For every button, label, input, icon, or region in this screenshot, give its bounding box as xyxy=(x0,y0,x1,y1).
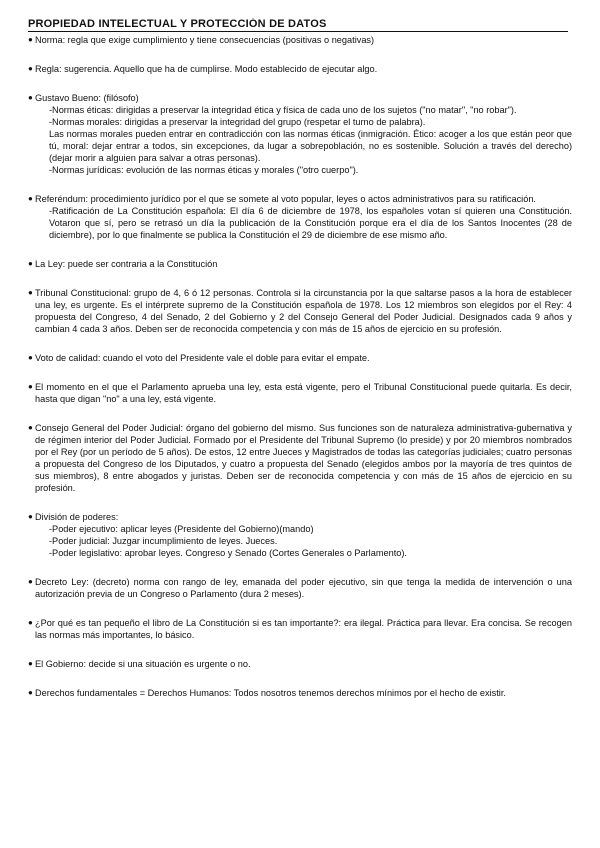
note-text: Derechos fundamentales = Derechos Humanos: Todos nosotros tenemos derechos mínimos por el hecho de existir. xyxy=(35,688,506,698)
note-text: Referéndum: procedimiento jurídico por el que se somete al voto popular, leyes o actos administrativos para su ratificación. xyxy=(35,194,536,204)
bullet-icon: ● xyxy=(28,93,33,102)
note-text: Decreto Ley: (decreto) norma con rango de ley, emanada del poder ejecutivo, sin que tenga la medida de intervención o una autorización previa de un Congreso o Parlamento (dura 2 meses). xyxy=(35,577,572,599)
bullet-icon: ● xyxy=(28,288,33,297)
note-body xyxy=(35,687,572,699)
bullet-icon: ● xyxy=(28,577,33,586)
note-subitem: -Normas jurídicas: evolución de las normas éticas y morales ("otro cuerpo"). xyxy=(49,165,359,175)
note-item xyxy=(28,34,572,46)
note-body xyxy=(35,511,572,559)
note-body xyxy=(35,34,572,46)
note-subitem: -Ratificación de La Constitución española: El día 6 de diciembre de 1978, los españoles votan sí quieren una Constitución. Votaron que sí, pero se retrasó un día la publicación de la Constitución porque era el día de los Santos Inocentes (28 de diciembre), por lo que finalmente se publica la Constitución el 29 de diciembre de ese mismo año. xyxy=(49,206,572,240)
bullet-icon: ● xyxy=(28,35,33,44)
note-item xyxy=(28,422,572,494)
note-text: El Gobierno: decide si una situación es urgente o no. xyxy=(35,659,251,669)
note-body xyxy=(35,63,572,75)
note-body xyxy=(35,422,572,494)
note-item xyxy=(28,258,572,270)
note-body xyxy=(35,352,572,364)
note-item xyxy=(28,381,572,405)
note-item xyxy=(28,617,572,641)
bullet-icon: ● xyxy=(28,64,33,73)
note-item xyxy=(28,352,572,364)
note-text: El momento en el que el Parlamento aprueba una ley, esta está vigente, pero el Tribunal Constitucional puede quitarla. Es decir, hasta que digan "no" a una ley, está vigente. xyxy=(35,382,572,404)
note-item xyxy=(28,687,572,699)
note-text: Regla: sugerencia. Aquello que ha de cumplirse. Modo establecido de ejecutar algo. xyxy=(35,64,378,74)
bullet-icon: ● xyxy=(28,659,33,668)
bullet-icon: ● xyxy=(28,512,33,521)
bullet-icon: ● xyxy=(28,259,33,268)
note-subitem: Las normas morales pueden entrar en contradicción con las normas éticas (inmigración. Ético: acoger a los que están peor que tú, moral: dejar entrar a todos, sin excepciones, da lugar a sobrepoblación, no es sostenible. Solución a través del derecho)(dejar morir a alguien para salvar a otras personas). xyxy=(49,129,572,163)
note-text: Tribunal Constitucional: grupo de 4, 6 ó 12 personas. Controla si la circunstancia por la que saltarse pasos a la hora de establecer una ley, es urgente. Es el intérprete supremo de la Constitución española de 1978. Los 12 miembros son elegidos por el Rey: 4 propuesta del Congreso, 4 del Senado, 2 del Gobierno y 2 del Consejo General del Poder Judicial. Designados cada 9 años y cambian 4 cada 3 años. Deben ser de reconocida competencia y con más de 15 años de ejercicio en su profesión. xyxy=(35,288,572,334)
notes-list xyxy=(28,34,572,699)
note-body xyxy=(35,658,572,670)
note-subitem: -Poder legislativo: aprobar leyes. Congreso y Senado (Cortes Generales o Parlamento). xyxy=(49,548,407,558)
note-item xyxy=(28,576,572,600)
note-item xyxy=(28,658,572,670)
note-body xyxy=(35,576,572,600)
note-item xyxy=(28,287,572,335)
bullet-icon: ● xyxy=(28,688,33,697)
note-text: División de poderes: xyxy=(35,512,119,522)
note-body xyxy=(35,193,572,241)
note-body xyxy=(35,287,572,335)
bullet-icon: ● xyxy=(28,353,33,362)
note-text: Gustavo Bueno: (filósofo) xyxy=(35,93,139,103)
bullet-icon: ● xyxy=(28,423,33,432)
note-subitem: -Poder ejecutivo: aplicar leyes (Presidente del Gobierno)(mando) xyxy=(49,524,314,534)
note-body xyxy=(35,617,572,641)
note-text: Voto de calidad: cuando el voto del Presidente vale el doble para evitar el empate. xyxy=(35,353,370,363)
bullet-icon: ● xyxy=(28,382,33,391)
note-item xyxy=(28,511,572,559)
document-title: PROPIEDAD INTELECTUAL Y PROTECCIÓN DE DATOS xyxy=(28,18,568,32)
note-item xyxy=(28,193,572,241)
note-subitem: -Normas morales: dirigidas a preservar la integridad del grupo (respetar el turno de palabra). xyxy=(49,117,426,127)
note-subitem: -Normas éticas: dirigidas a preservar la integridad ética y física de cada uno de los sujetos ("no matar", "no robar"). xyxy=(49,105,517,115)
note-text: Norma: regla que exige cumplimiento y tiene consecuencias (positivas o negativas) xyxy=(35,35,375,45)
note-text: Consejo General del Poder Judicial: órgano del gobierno del mismo. Sus funciones son de naturaleza administrativa-gubernativa y de régimen interior del Poder Judicial. Formado por el Presidente del Tribunal Supremo (lo preside) y por 20 miembros nombrados por el Rey (por un período de 5 años). De estos, 12 entre Jueces y Magistrados de todas las categorías judiciales; cuatro personas a propuesta del Congreso de los Diputados, y cuatro a propuesta del Senado (elegidos ambos por la mayoría de tres quintos de sus miembros), 8 entre abogados y juristas. Deben ser de reconocida competencia y con más de 15 años de ejercicio en su profesión. xyxy=(35,423,572,493)
note-text: ¿Por qué es tan pequeño el libro de La Constitución si es tan importante?: era ilegal. Práctica para llevar. Era concisa. Se recogen las normas más importantes, lo básico. xyxy=(35,618,572,640)
note-body xyxy=(35,381,572,405)
note-subitem: -Poder judicial: Juzgar incumplimiento de leyes. Jueces. xyxy=(49,536,278,546)
note-body xyxy=(35,92,572,176)
note-text: La Ley: puede ser contraria a la Constitución xyxy=(35,259,218,269)
bullet-icon: ● xyxy=(28,194,33,203)
note-item xyxy=(28,92,572,176)
bullet-icon: ● xyxy=(28,618,33,627)
note-body xyxy=(35,258,572,270)
note-item xyxy=(28,63,572,75)
